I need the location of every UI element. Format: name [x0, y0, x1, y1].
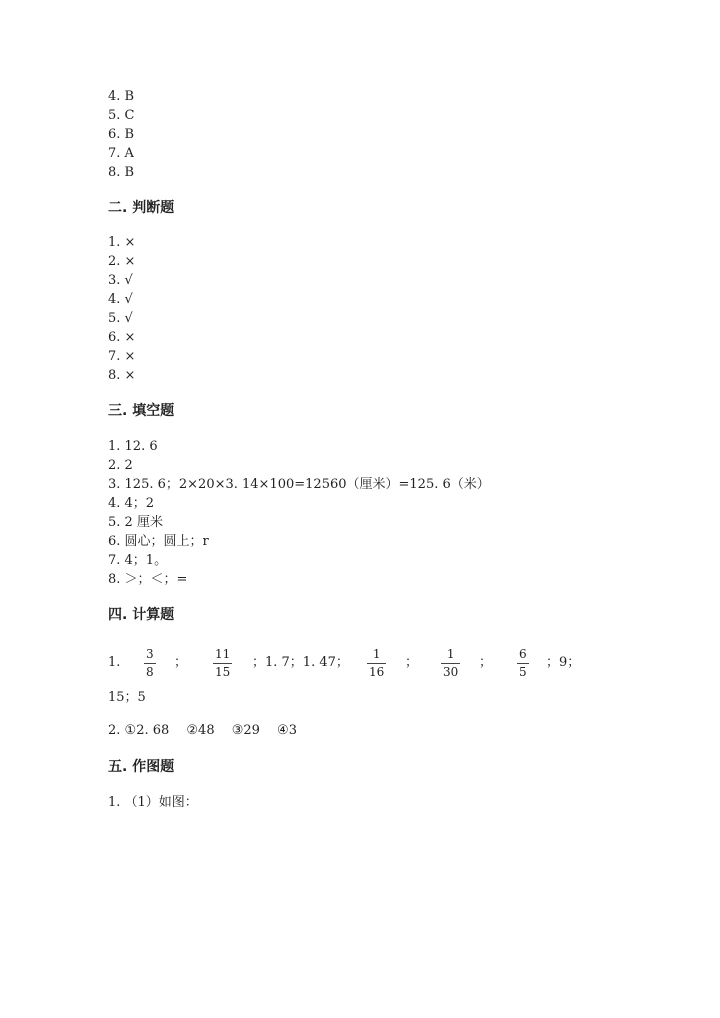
choice-answer-5: 5. C [108, 108, 135, 123]
fraction-bar [517, 663, 529, 664]
fraction-numerator: 11 [215, 647, 231, 661]
fraction-numerator: 3 [146, 647, 154, 661]
draw-q1-answer: 1. （1）如图： [108, 795, 198, 810]
calc-separator: ； [479, 655, 493, 670]
fraction-denominator: 8 [146, 665, 154, 679]
judge-answer-5: 5. √ [108, 311, 133, 326]
fraction-6-5 [517, 648, 529, 679]
choice-answer-8: 8. B [108, 165, 135, 180]
fill-answer-3: 3. 125. 6；2×20×3. 14×100=12560（厘米）=125. 6（米） [108, 477, 490, 492]
fraction-denominator: 15 [215, 665, 231, 679]
fraction-denominator: 5 [519, 665, 527, 679]
calc-section-title: 四. 计算题 [108, 607, 175, 623]
fraction-numerator: 6 [519, 647, 527, 661]
fraction-bar [441, 663, 460, 664]
choice-answer-4: 4. B [108, 89, 135, 104]
calc-separator: ；9； [546, 655, 581, 670]
judge-answer-1: 1. × [108, 235, 136, 250]
fraction-bar [144, 663, 156, 664]
fill-answer-5: 5. 2 厘米 [108, 515, 163, 530]
judge-answer-2: 2. × [108, 254, 136, 269]
fraction-denominator: 30 [443, 665, 459, 679]
fraction-11-15 [213, 648, 232, 679]
judge-answer-8: 8. × [108, 368, 136, 383]
fill-answer-4: 4. 4；2 [108, 496, 155, 511]
calc-q2-answer: 2. ①2. 68 ②48 ③29 ④3 [108, 723, 297, 738]
fraction-1-16 [367, 648, 386, 679]
fraction-bar [367, 663, 386, 664]
fraction-numerator: 1 [372, 647, 381, 661]
judge-answer-4: 4. √ [108, 292, 133, 307]
judge-answer-6: 6. × [108, 330, 136, 345]
fill-answer-6: 6. 圆心；圆上；r [108, 534, 209, 549]
fraction-numerator: 1 [446, 647, 455, 661]
judge-answer-7: 7. × [108, 349, 136, 364]
choice-answer-7: 7. A [108, 146, 134, 161]
calc-q1-continuation: 15；5 [108, 690, 146, 705]
draw-section-title: 五. 作图题 [108, 759, 175, 775]
fraction-denominator: 16 [369, 665, 385, 679]
fill-section-title: 三. 填空题 [108, 403, 175, 419]
calc-separator: ； [174, 655, 188, 670]
fill-answer-2: 2. 2 [108, 458, 133, 473]
calc-q1-label: 1. [108, 655, 121, 670]
fill-answer-1: 1. 12. 6 [108, 439, 158, 454]
calc-separator: ； [405, 655, 419, 670]
fraction-1-30 [441, 648, 460, 679]
judge-answer-3: 3. √ [108, 273, 133, 288]
calc-separator: ；1. 7；1. 47； [252, 655, 349, 670]
fraction-3-8 [144, 648, 156, 679]
choice-answer-6: 6. B [108, 127, 135, 142]
fraction-bar [213, 663, 232, 664]
fill-answer-8: 8. ＞；＜；= [108, 572, 188, 587]
judge-section-title: 二. 判断题 [108, 200, 175, 216]
fill-answer-7: 7. 4；1。 [108, 553, 168, 568]
